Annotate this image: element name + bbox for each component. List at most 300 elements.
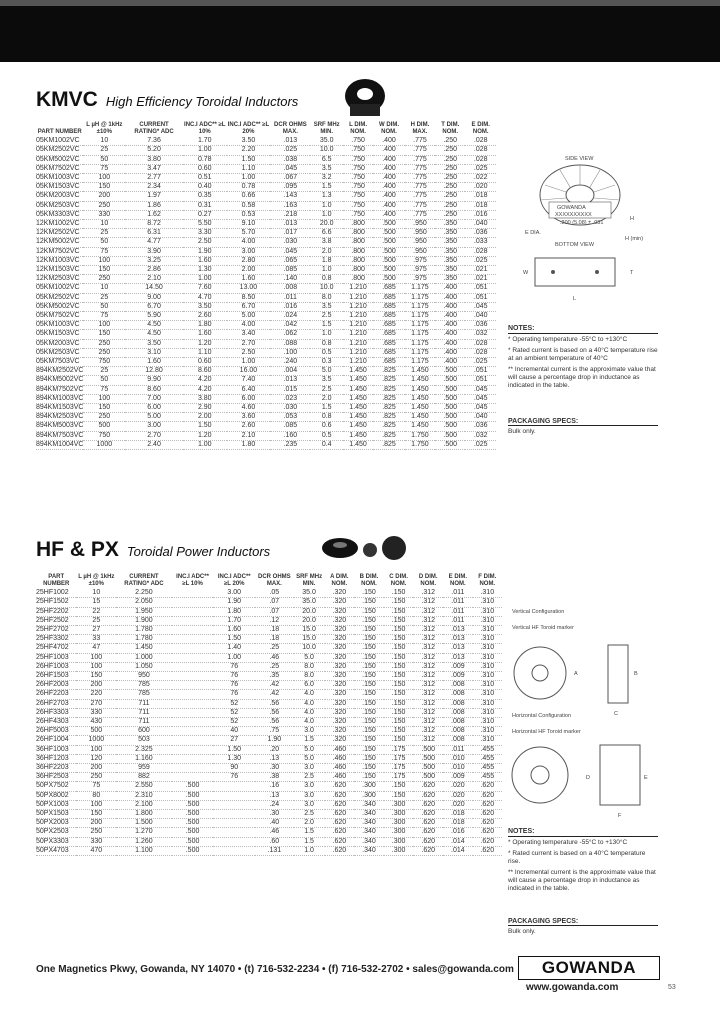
hfpx-cell: 20.0 xyxy=(294,616,325,625)
hfpx-cell: .009 xyxy=(443,662,472,671)
hfpx-cell xyxy=(172,708,214,717)
kmvc-cell: .400 xyxy=(373,192,405,201)
f-label: F xyxy=(618,813,622,819)
kmvc-cell: 1.450 xyxy=(343,404,373,413)
hfpx-cell: 47 xyxy=(76,644,116,653)
kmvc-cell: 1.450 xyxy=(343,431,373,440)
hfpx-cell: 76 xyxy=(213,681,255,690)
kmvc-cell: 10 xyxy=(83,284,125,293)
hfpx-cell: 76 xyxy=(213,672,255,681)
kmvc-cell: .051 xyxy=(465,284,496,293)
kmvc-cell: .685 xyxy=(373,312,405,321)
hfpx-cell: .312 xyxy=(413,598,443,607)
hfpx-cell: .131 xyxy=(255,846,294,855)
kmvc-cell: 0.27 xyxy=(183,210,227,219)
hfpx-cell: 1.800 xyxy=(116,810,172,819)
kmvc-col-header: INC.I ADC** ≥L 10% xyxy=(184,122,226,135)
kmvc-part-number: 05KM3303VC xyxy=(36,210,83,219)
kmvc-subtitle: High Efficiency Toroidal Inductors xyxy=(105,94,299,109)
kmvc-cell: 16.00 xyxy=(227,367,271,376)
hfpx-cell: .150 xyxy=(384,589,414,598)
kmvc-cell: 0.5 xyxy=(310,431,342,440)
kmvc-note-1: * Operating temperature -55°C to +130°C xyxy=(508,336,628,343)
kmvc-packaging-text: Bulk only. xyxy=(508,428,536,435)
hfpx-cell: .312 xyxy=(413,736,443,745)
kmvc-part-number: 05KM5002VC xyxy=(36,155,83,164)
kmvc-cell: 2.70 xyxy=(227,339,271,348)
hfpx-cell: .013 xyxy=(443,635,472,644)
kmvc-cell: .025 xyxy=(465,358,496,367)
kmvc-cell: 75 xyxy=(83,164,125,173)
hfpx-cell: 430 xyxy=(76,718,116,727)
hfpx-cell: 959 xyxy=(116,764,172,773)
hfpx-cell: .500 xyxy=(413,745,443,754)
hfpx-cell: .312 xyxy=(413,626,443,635)
kmvc-table-row xyxy=(36,146,496,155)
kmvc-cell: .825 xyxy=(373,376,405,385)
hfpx-cell: 76 xyxy=(213,690,255,699)
hfpx-cell: 1.0 xyxy=(294,846,325,855)
kmvc-cell: 1.8 xyxy=(310,256,342,265)
kmvc-cell: 0.8 xyxy=(310,339,342,348)
hfpx-cell: 35.0 xyxy=(294,598,325,607)
horizontal-config-label: Horizontal Configuration xyxy=(512,713,572,719)
kmvc-cell: 2.00 xyxy=(227,266,271,275)
kmvc-cell: 7.60 xyxy=(183,284,227,293)
hfpx-col-header: F DIM. NOM. xyxy=(478,574,497,587)
hfpx-part-number: 25HF3302 xyxy=(36,635,76,644)
hfpx-cell: .310 xyxy=(473,727,502,736)
kmvc-cell: 200 xyxy=(83,192,125,201)
kmvc-cell: .500 xyxy=(435,440,465,449)
hfpx-col-header: PART NUMBER xyxy=(43,574,70,587)
kmvc-cell: 1.0 xyxy=(310,266,342,275)
hfpx-cell: .30 xyxy=(255,764,294,773)
kmvc-col-header: PART NUMBER xyxy=(37,128,82,135)
kmvc-part-number: 05KM1003VC xyxy=(36,321,83,330)
footer-website[interactable]: www.gowanda.com xyxy=(526,982,619,993)
header-banner xyxy=(0,0,720,62)
kmvc-cell: .800 xyxy=(343,275,373,284)
kmvc-cell: 1.750 xyxy=(405,440,435,449)
kmvc-part-number: 05KM2502VC xyxy=(36,146,83,155)
kmvc-cell: 150 xyxy=(83,330,125,339)
kmvc-part-number: 05KM7503VC xyxy=(36,358,83,367)
hfpx-cell: 100 xyxy=(76,800,116,809)
kmvc-cell: .500 xyxy=(373,247,405,256)
kmvc-cell: 1.450 xyxy=(343,385,373,394)
kmvc-table-row xyxy=(36,367,496,376)
hfpx-cell: 3.00 xyxy=(213,589,255,598)
hfpx-cell: 1.050 xyxy=(116,662,172,671)
kmvc-cell: .045 xyxy=(465,394,496,403)
hfpx-cell: .175 xyxy=(384,764,414,773)
kmvc-cell: .051 xyxy=(465,367,496,376)
kmvc-table-row xyxy=(36,284,496,293)
hfpx-part-number: 26HF1004 xyxy=(36,736,76,745)
hfpx-cell: .620 xyxy=(473,800,502,809)
e-dia-label: E DIA. xyxy=(525,230,541,236)
kmvc-cell: .350 xyxy=(435,247,465,256)
hfpx-cell: 8.0 xyxy=(294,662,325,671)
kmvc-cell: 0.4 xyxy=(310,440,342,449)
hfpx-cell: 150 xyxy=(76,672,116,681)
kmvc-cell: 1.450 xyxy=(405,413,435,422)
hfpx-part-number: 50PX4703 xyxy=(36,846,76,855)
kmvc-table-row xyxy=(36,220,496,229)
hfpx-cell: 1.160 xyxy=(116,754,172,763)
hfpx-cell: .020 xyxy=(443,800,472,809)
hfpx-cell: .175 xyxy=(384,754,414,763)
kmvc-cell: 0.40 xyxy=(183,183,227,192)
kmvc-cell: .800 xyxy=(343,247,373,256)
kmvc-cell: .400 xyxy=(435,348,465,357)
kmvc-cell: .015 xyxy=(270,385,310,394)
kmvc-cell: .500 xyxy=(373,275,405,284)
kmvc-cell: 20.0 xyxy=(310,220,342,229)
kmvc-cell: 0.78 xyxy=(227,183,271,192)
kmvc-cell: 3.25 xyxy=(125,256,183,265)
kmvc-cell: .020 xyxy=(465,183,496,192)
hfpx-table-row xyxy=(36,681,502,690)
kmvc-cell: 1.175 xyxy=(405,312,435,321)
kmvc-cell: .036 xyxy=(465,229,496,238)
kmvc-cell: .775 xyxy=(405,192,435,201)
hfpx-cell: .013 xyxy=(443,653,472,662)
hfpx-cell: .150 xyxy=(354,718,384,727)
hfpx-table-row xyxy=(36,662,502,671)
kmvc-cell: 6.70 xyxy=(227,302,271,311)
kmvc-cell: 1.20 xyxy=(183,339,227,348)
kmvc-table-row xyxy=(36,192,496,201)
kmvc-cell: .400 xyxy=(373,210,405,219)
hfpx-cell: 785 xyxy=(116,681,172,690)
kmvc-note-3: ** Incremental current is the approximate value that will cause a percentage drop in inductance as indicated in the table. xyxy=(508,366,656,389)
hfpx-cell: 882 xyxy=(116,773,172,782)
kmvc-cell: .030 xyxy=(270,238,310,247)
hfpx-cell: .020 xyxy=(443,791,472,800)
d-label: D xyxy=(586,775,590,781)
hfpx-cell: 1.50 xyxy=(213,635,255,644)
kmvc-part-number: 05KM5002VC xyxy=(36,302,83,311)
kmvc-table-row xyxy=(36,210,496,219)
hfpx-cell xyxy=(172,589,214,598)
hfpx-cell: 2.5 xyxy=(294,773,325,782)
hfpx-cell: 1.80 xyxy=(213,607,255,616)
kmvc-cell: 1.450 xyxy=(343,376,373,385)
kmvc-cell: 2.10 xyxy=(227,431,271,440)
side-view-label: SIDE VIEW xyxy=(565,156,594,162)
hfpx-cell: .500 xyxy=(172,810,214,819)
hfpx-cell: 27 xyxy=(213,736,255,745)
kmvc-cell: .400 xyxy=(435,330,465,339)
hfpx-cell: 250 xyxy=(76,773,116,782)
kmvc-part-number: 12KM5002VC xyxy=(36,238,83,247)
kmvc-cell: 3.47 xyxy=(125,164,183,173)
kmvc-part-number: 894KM7502VC xyxy=(36,385,84,393)
hfpx-cell: 6.0 xyxy=(294,681,325,690)
kmvc-cell: 75 xyxy=(83,312,125,321)
hfpx-cell: .620 xyxy=(325,837,355,846)
kmvc-cell: 8.60 xyxy=(125,385,183,394)
hfpx-cell xyxy=(172,699,214,708)
kmvc-table-row xyxy=(36,422,496,431)
hfpx-cell xyxy=(172,607,214,616)
hfpx-table-row xyxy=(36,644,502,653)
hfpx-table-row xyxy=(36,589,502,598)
hfpx-cell: .620 xyxy=(325,800,355,809)
hfpx-cell: .25 xyxy=(255,644,294,653)
hfpx-cell xyxy=(213,828,255,837)
kmvc-part-number: 894KM7503VC xyxy=(36,431,84,439)
kmvc-table-row xyxy=(36,376,496,385)
hfpx-cell: .011 xyxy=(443,616,472,625)
kmvc-cell: .685 xyxy=(373,330,405,339)
kmvc-cell: 250 xyxy=(83,348,125,357)
hfpx-cell: .18 xyxy=(255,635,294,644)
kmvc-part-number: 05KM2003VC xyxy=(36,339,83,348)
kmvc-table-row xyxy=(36,164,496,173)
kmvc-cell: 330 xyxy=(83,210,125,219)
kmvc-cell: 1.00 xyxy=(183,440,227,449)
hfpx-cell: .35 xyxy=(255,672,294,681)
kmvc-cell: .750 xyxy=(343,201,373,210)
hfpx-cell: .56 xyxy=(255,718,294,727)
hfpx-cell: .13 xyxy=(255,791,294,800)
kmvc-table-row xyxy=(36,155,496,164)
kmvc-cell: 3.5 xyxy=(310,164,342,173)
kmvc-cell: 1.62 xyxy=(125,210,183,219)
hfpx-cell xyxy=(172,616,214,625)
hfpx-cell: .150 xyxy=(354,699,384,708)
kmvc-packaging xyxy=(508,418,658,435)
hfpx-cell: 330 xyxy=(76,837,116,846)
hfpx-cell: .30 xyxy=(255,810,294,819)
hfpx-cell: .320 xyxy=(325,718,355,727)
hfpx-part-number: 36HF1203 xyxy=(36,754,76,763)
hfpx-cell: .620 xyxy=(473,828,502,837)
hfpx-table-row xyxy=(36,745,502,754)
kmvc-cell: .750 xyxy=(343,155,373,164)
hfpx-cell: .150 xyxy=(354,745,384,754)
hfpx-cell: .455 xyxy=(473,745,502,754)
kmvc-cell: 8.72 xyxy=(125,220,183,229)
kmvc-cell: 4.77 xyxy=(125,238,183,247)
hfpx-table-row xyxy=(36,819,502,828)
kmvc-cell: .021 xyxy=(465,266,496,275)
kmvc-cell: 3.5 xyxy=(310,376,342,385)
kmvc-cell: .500 xyxy=(435,431,465,440)
hfpx-cell: .310 xyxy=(473,681,502,690)
kmvc-cell: 7.00 xyxy=(125,394,183,403)
kmvc-cell: .685 xyxy=(373,284,405,293)
hfpx-cell: 1.100 xyxy=(116,846,172,855)
kmvc-cell: 1.175 xyxy=(405,339,435,348)
hfpx-cell: .455 xyxy=(473,764,502,773)
hfpx-cell: .620 xyxy=(325,846,355,855)
hfpx-cell: .460 xyxy=(325,764,355,773)
hfpx-cell: .500 xyxy=(172,800,214,809)
hfpx-cell: .150 xyxy=(384,782,414,791)
hfpx-cell: 2.5 xyxy=(294,810,325,819)
hfpx-cell: .150 xyxy=(354,607,384,616)
hfpx-cell: .05 xyxy=(255,589,294,598)
kmvc-cell: 9.10 xyxy=(227,220,271,229)
kmvc-cell: .011 xyxy=(270,293,310,302)
hfpx-cell xyxy=(172,736,214,745)
kmvc-cell: 2.00 xyxy=(183,413,227,422)
hfpx-table-row xyxy=(36,708,502,717)
kmvc-cell: 6.31 xyxy=(125,229,183,238)
kmvc-cell: 2.5 xyxy=(310,312,342,321)
hfpx-cell: .500 xyxy=(413,754,443,763)
hfpx-cell: .310 xyxy=(473,662,502,671)
hfpx-cell: 2.050 xyxy=(116,598,172,607)
kmvc-col-header: SRF MHz MIN. xyxy=(313,122,340,135)
kmvc-cell: .500 xyxy=(373,229,405,238)
kmvc-cell: .350 xyxy=(435,238,465,247)
kmvc-cell: 1.450 xyxy=(405,367,435,376)
hfpx-cell: .460 xyxy=(325,773,355,782)
hfpx-cell: .500 xyxy=(413,773,443,782)
kmvc-cell: .825 xyxy=(373,440,405,449)
hfpx-cell: 1.780 xyxy=(116,635,172,644)
kmvc-cell: .032 xyxy=(465,330,496,339)
kmvc-table-row xyxy=(36,229,496,238)
kmvc-cell: .400 xyxy=(373,183,405,192)
hfpx-cell: 52 xyxy=(213,718,255,727)
kmvc-cell: .016 xyxy=(270,302,310,311)
hfpx-part-number: 50PX8002 xyxy=(36,791,76,800)
hfpx-part-number: 50PX3303 xyxy=(36,837,76,846)
kmvc-table-row xyxy=(36,394,496,403)
kmvc-cell: .400 xyxy=(373,201,405,210)
hfpx-cell: .500 xyxy=(172,837,214,846)
hfpx-col-header: A DIM. NOM. xyxy=(330,574,349,587)
hfpx-cell: .150 xyxy=(354,616,384,625)
hfpx-cell: 15.0 xyxy=(294,635,325,644)
kmvc-cell: .685 xyxy=(373,358,405,367)
kmvc-cell: .045 xyxy=(270,247,310,256)
kmvc-cell: 1.450 xyxy=(343,440,373,449)
hfpx-cell: .620 xyxy=(413,828,443,837)
kmvc-cell: .018 xyxy=(465,192,496,201)
kmvc-cell: 3.8 xyxy=(310,238,342,247)
hfpx-cell xyxy=(172,754,214,763)
kmvc-cell: .250 xyxy=(435,137,465,146)
hfpx-cell: 1.900 xyxy=(116,616,172,625)
kmvc-cell: 10.0 xyxy=(310,284,342,293)
kmvc-cell: 3.90 xyxy=(125,247,183,256)
kmvc-cell: .350 xyxy=(435,275,465,284)
hfpx-code: HF & PX xyxy=(36,538,119,561)
hfpx-cell: .56 xyxy=(255,708,294,717)
vertical-config-label: Vertical Configuration xyxy=(512,609,565,615)
hfpx-cell: .620 xyxy=(413,810,443,819)
hfpx-notes-title: NOTES: xyxy=(508,828,658,837)
kmvc-cell: 150 xyxy=(83,404,125,413)
hfpx-cell: .500 xyxy=(172,791,214,800)
kmvc-cell: .400 xyxy=(435,293,465,302)
kmvc-cell: 1.80 xyxy=(227,440,271,449)
hfpx-cell: .460 xyxy=(325,754,355,763)
hfpx-cell: 5.0 xyxy=(294,653,325,662)
kmvc-cell: 1.210 xyxy=(343,348,373,357)
kmvc-part-number: 05KM1002VC xyxy=(36,137,83,146)
kmvc-cell: 1.450 xyxy=(343,422,373,431)
hfpx-cell xyxy=(172,598,214,607)
hfpx-cell: 1000 xyxy=(76,736,116,745)
kmvc-table-row xyxy=(36,201,496,210)
hfpx-cell: .150 xyxy=(384,736,414,745)
kmvc-cell: 1000 xyxy=(83,440,125,449)
hfpx-cell: .011 xyxy=(443,589,472,598)
kmvc-cell: 1.90 xyxy=(183,247,227,256)
hfpx-part-number: 26HF1503 xyxy=(36,672,76,681)
kmvc-cell: 750 xyxy=(83,431,125,440)
kmvc-cell: 2.80 xyxy=(227,256,271,265)
hfpx-cell: 1.5 xyxy=(294,736,325,745)
kmvc-cell: .218 xyxy=(270,210,310,219)
hfpx-cell: .150 xyxy=(384,708,414,717)
hfpx-cell: 10.0 xyxy=(294,644,325,653)
kmvc-table-row xyxy=(36,256,496,265)
kmvc-cell: 1.450 xyxy=(405,422,435,431)
kmvc-cell: 50 xyxy=(83,376,125,385)
kmvc-table-row xyxy=(36,440,496,449)
hfpx-cell: .150 xyxy=(354,626,384,635)
footer-address: One Magnetics Pkwy, Gowanda, NY 14070 • (t) 716-532-2234 • (f) 716-532-2702 • sales@gowanda.com xyxy=(36,964,514,975)
kmvc-cell: .100 xyxy=(270,348,310,357)
kmvc-cell: 1.50 xyxy=(227,155,271,164)
hfpx-cell xyxy=(172,635,214,644)
hfpx-cell: 1.780 xyxy=(116,626,172,635)
kmvc-cell: 1.450 xyxy=(405,385,435,394)
kmvc-cell: 500 xyxy=(83,422,125,431)
hfpx-cell: .150 xyxy=(384,635,414,644)
kmvc-cell: 50 xyxy=(83,155,125,164)
kmvc-cell: 1.210 xyxy=(343,339,373,348)
hfpx-cell: 470 xyxy=(76,846,116,855)
kmvc-cell: 3.40 xyxy=(227,330,271,339)
hfpx-table-row xyxy=(36,672,502,681)
kmvc-table-row xyxy=(36,302,496,311)
hfpx-part-number: 50PX2003 xyxy=(36,819,76,828)
kmvc-cell: 1.210 xyxy=(343,358,373,367)
kmvc-cell: .017 xyxy=(270,229,310,238)
kmvc-cell: 13.00 xyxy=(227,284,271,293)
hfpx-cell: .16 xyxy=(255,782,294,791)
hfpx-cell: .320 xyxy=(325,607,355,616)
kmvc-cell: .825 xyxy=(373,413,405,422)
hfpx-packaging-text: Bulk only. xyxy=(508,928,536,935)
kmvc-cell: 10 xyxy=(83,137,125,146)
kmvc-cell: 1.20 xyxy=(183,431,227,440)
hfpx-cell: 270 xyxy=(76,699,116,708)
kmvc-cell: 0.60 xyxy=(183,164,227,173)
kmvc-cell: 1.5 xyxy=(310,183,342,192)
kmvc-cell: .400 xyxy=(435,321,465,330)
hfpx-col-header: INC.I ADC** ≥L 10% xyxy=(176,574,209,587)
kmvc-cell: 12.80 xyxy=(125,367,183,376)
kmvc-cell: .036 xyxy=(465,422,496,431)
kmvc-cell: .775 xyxy=(405,174,435,183)
kmvc-cell: .400 xyxy=(373,146,405,155)
kmvc-cell: 100 xyxy=(83,256,125,265)
kmvc-cell: .250 xyxy=(435,155,465,164)
kmvc-cell: 3.50 xyxy=(125,339,183,348)
kmvc-product-photo xyxy=(340,74,390,118)
